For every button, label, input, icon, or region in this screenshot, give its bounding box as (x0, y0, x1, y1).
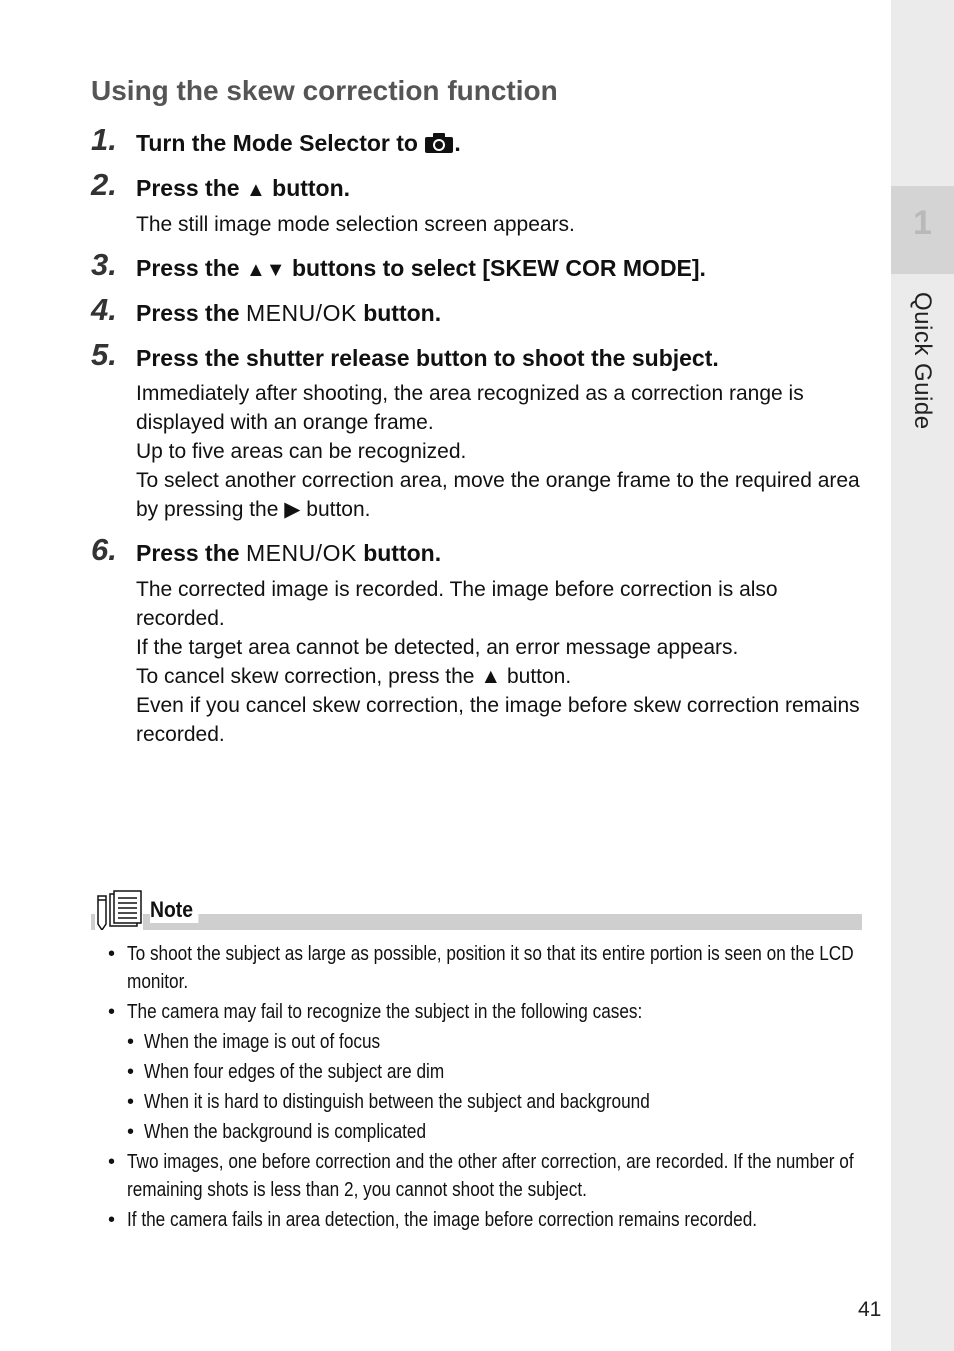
note-divider (91, 914, 862, 930)
step-heading: Press the shutter release button to shoot the subject. (136, 345, 719, 371)
step-heading (136, 175, 350, 202)
paragraph: Up to five areas can be recognized. (136, 440, 467, 463)
paragraph-text: To cancel skew correction, press the (136, 665, 475, 688)
note-subitem (105, 1088, 865, 1116)
bullet: • (127, 1091, 135, 1113)
step-heading (136, 540, 441, 567)
step-heading-end: button. (363, 540, 442, 566)
note-subitem-text: When it is hard to distinguish between the subject and background (144, 1091, 650, 1113)
note-item (105, 940, 865, 996)
step-heading-end: button. (272, 175, 351, 201)
note-item (105, 1148, 865, 1204)
note-list (105, 940, 865, 1236)
step-heading-end: button. (363, 300, 442, 326)
step-heading-end: buttons to select [SKEW COR MODE]. (291, 255, 706, 281)
step-number: 2. (91, 167, 117, 202)
step-2-text (136, 210, 864, 239)
right-arrow-icon: ▶ (284, 498, 301, 521)
step-number: 6. (91, 532, 117, 567)
bullet: • (108, 943, 116, 965)
section-title: Using the skew correction function (91, 75, 558, 106)
paragraph: The still image mode selection screen appears. (136, 213, 575, 236)
page-number: 41 (858, 1298, 882, 1321)
bullet: • (127, 1061, 135, 1083)
bullet: • (108, 1209, 116, 1231)
step-heading-text: Press the (136, 175, 240, 201)
note-item (105, 1206, 865, 1234)
step-heading-text: Turn the Mode Selector to (136, 130, 418, 156)
paragraph: Immediately after shooting, the area recognized as a correction range is displayed with an orange frame. (136, 382, 804, 434)
step-6-text (136, 575, 864, 749)
step-5-text (136, 379, 864, 524)
paragraph (136, 662, 864, 691)
note-header (91, 886, 862, 932)
camera-icon (424, 132, 454, 154)
paragraph-text-end: button. (306, 498, 371, 521)
note-subitem-text: When four edges of the subject are dim (144, 1061, 445, 1083)
paragraph: The corrected image is recorded. The image before correction is also recorded. (136, 578, 778, 630)
note-subitem (105, 1058, 865, 1086)
paragraph-text: To select another correction area, move the orange frame to the required area by pressing the (136, 469, 860, 521)
paragraph: Even if you cancel skew correction, the image before skew correction remains recorded. (136, 694, 860, 746)
note-subitem (105, 1118, 865, 1146)
note-label: Note (150, 897, 198, 923)
note-item-text: The camera may fail to recognize the subject in the following cases: (127, 1001, 643, 1023)
step-heading (136, 300, 441, 327)
step-number: 3. (91, 247, 117, 282)
bullet: • (108, 1001, 116, 1023)
step-number: 5. (91, 337, 117, 372)
note-subitem-text: When the background is complicated (144, 1121, 427, 1143)
chapter-tab (891, 186, 954, 274)
note-item (105, 998, 865, 1026)
up-down-arrow-icon: ▲▼ (245, 259, 286, 281)
step-heading-end: . (454, 130, 461, 156)
note-subitem-text: When the image is out of focus (144, 1031, 381, 1053)
step-heading-text: Press the (136, 300, 240, 326)
paragraph-text-end: button. (506, 665, 572, 688)
note-subitem (105, 1028, 865, 1056)
chapter-label: Quick Guide (909, 292, 936, 430)
up-arrow-icon: ▲ (480, 665, 502, 688)
step-heading (136, 255, 706, 282)
note-icon (95, 890, 143, 930)
chapter-number: 1 (913, 204, 932, 242)
bullet: • (127, 1121, 135, 1143)
bullet: • (127, 1031, 135, 1053)
menu-ok-label: MENU/OK (245, 540, 357, 566)
bullet: • (108, 1151, 116, 1173)
step-number: 1. (91, 122, 117, 157)
paragraph: If the target area cannot be detected, an error message appears. (136, 636, 739, 659)
step-heading (136, 130, 461, 157)
up-arrow-icon: ▲ (245, 179, 266, 201)
note-item-text: Two images, one before correction and the other after correction, are recorded. If the number of remaining shots is less than 2, you cannot shoot the subject. (127, 1151, 854, 1201)
note-item-text: If the camera fails in area detection, the image before correction remains recorded. (127, 1209, 758, 1231)
step-heading-text: Press the (136, 255, 240, 281)
note-item-text: To shoot the subject as large as possible, position it so that its entire portion is seen on the LCD monitor. (127, 943, 854, 993)
paragraph (136, 466, 864, 524)
step-heading-text: Press the (136, 540, 240, 566)
menu-ok-label: MENU/OK (245, 300, 357, 326)
step-number: 4. (91, 292, 117, 327)
